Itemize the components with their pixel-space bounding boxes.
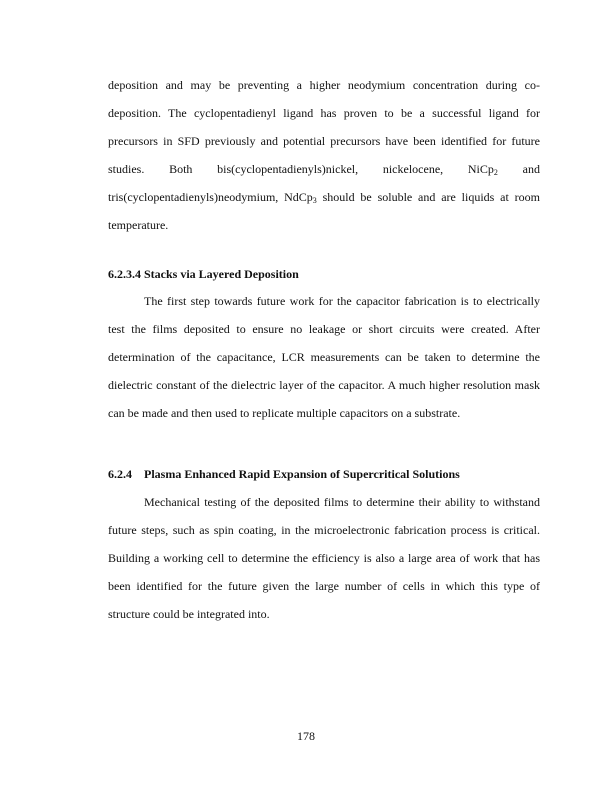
word: bis(cyclopentadienyls)nickel, (217, 162, 359, 176)
text-line: Mechanical testing of the deposited films to determine their ability to withstand (144, 495, 540, 509)
text-line: test the films deposited to ensure no leakage or short circuits were created. After (108, 322, 540, 336)
text-line (108, 190, 540, 204)
word: be (360, 190, 372, 204)
page-number: 178 (297, 729, 315, 743)
text-line: can be made and then used to replicate multiple capacitors on a substrate. (108, 406, 461, 420)
section-number: 6.2.4 (108, 467, 132, 481)
text-line: determination of the capacitance, LCR measurements can be taken to determine the (108, 350, 540, 364)
text-line: dielectric constant of the dielectric layer of the capacitor. A much higher resolution mask (108, 378, 540, 392)
text-line: deposition and may be preventing a higher neodymium concentration during co- (108, 78, 540, 92)
word: Both (169, 162, 193, 176)
section-heading-6-2-4 (108, 467, 460, 481)
text-line: Building a working cell to determine the efficiency is also a large area of work that has (108, 551, 540, 565)
formula: NiCp$_2$ (467, 162, 498, 177)
formula: NdCp$_3$ (284, 190, 317, 205)
text-line: The first step towards future work for the capacitor fabrication is to electrically (144, 294, 540, 308)
word: studies. (108, 162, 145, 176)
text-line: precursors in SFD previously and potential precursors have been identified for future (108, 134, 540, 148)
text-line: temperature. (108, 218, 169, 232)
word: at (500, 190, 509, 204)
word: should (322, 190, 355, 204)
section-heading-6-2-3-4: 6.2.3.4 Stacks via Layered Deposition (108, 267, 299, 281)
word: soluble (377, 190, 413, 204)
word: room (514, 190, 540, 204)
word: and (522, 162, 540, 176)
text-line: been identified for the future given the large number of cells in which this type of (108, 579, 540, 593)
section-title: Plasma Enhanced Rapid Expansion of Supercritical Solutions (144, 467, 460, 481)
text-line: future steps, such as spin coating, in the microelectronic fabrication process is critical. (108, 523, 540, 537)
word: are (441, 190, 456, 204)
word: and (418, 190, 436, 204)
word: nickelocene, (382, 162, 444, 176)
text-line: structure could be integrated into. (108, 607, 270, 621)
word: liquids (461, 190, 495, 204)
text-line (108, 162, 540, 176)
formula: tris(cyclopentadienyls)neodymium, (108, 190, 279, 204)
text-line: deposition. The cyclopentadienyl ligand has proven to be a successful ligand for (108, 106, 540, 120)
